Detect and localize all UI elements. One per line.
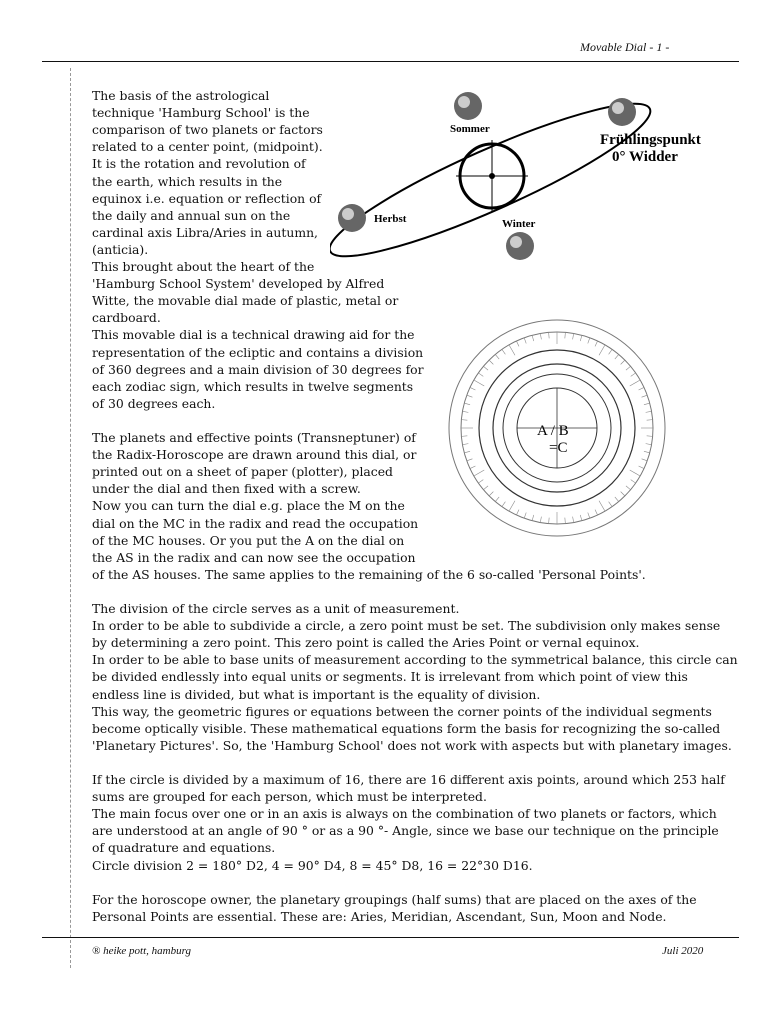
text-line: sums are grouped for each person, which must be interpreted.	[92, 789, 487, 805]
text-line: the daily and annual sun on the	[92, 207, 291, 223]
text-line: dial on the MC in the radix and read the occupation	[92, 515, 419, 531]
earth-orbit-figure	[330, 88, 715, 263]
text-line: comparison of two planets or factors	[92, 122, 323, 138]
text-line: Witte, the movable dial made of plastic, metal or	[92, 293, 399, 309]
text-line: The division of the circle serves as a unit of measurement.	[92, 601, 460, 616]
text-line: 'Hamburg School System' developed by Alfred	[92, 276, 385, 292]
text-line: This movable dial is a technical drawing aid for the	[92, 327, 415, 343]
label-c: =C	[549, 440, 568, 456]
text-line: 'Planetary Pictures'. So, the 'Hamburg School' does not work with aspects but with planetary images.	[92, 737, 732, 753]
footer-rule	[42, 937, 739, 938]
text-line: of the AS houses. The same applies to the remaining of the 6 so-called 'Personal Points'.	[92, 566, 646, 582]
text-line: The planets and effective points (Transneptuner) of	[92, 430, 416, 445]
text-line: printed out on a sheet of paper (plotter), placed	[92, 464, 393, 480]
text-line: representation of the ecliptic and contains a division	[92, 344, 424, 360]
running-header: Movable Dial - 1 -	[580, 40, 670, 54]
text-line: are understood at an angle of 90 ° or as a 90 °- Angle, since we base our technique on the principle	[92, 823, 719, 839]
globe-icon-sommer	[454, 92, 482, 120]
text-line: This brought about the heart of the	[92, 259, 315, 274]
text-line: cardboard.	[92, 310, 161, 326]
label-sommer: Sommer	[450, 123, 490, 135]
text-line: This way, the geometric figures or equations between the corner points of the individual segments	[92, 703, 712, 719]
footer-copyright: ® heike pott, hamburg	[92, 945, 191, 957]
text-line: of quadrature and equations.	[92, 840, 276, 856]
label-fruehlingspunkt: Frühlingspunkt	[600, 132, 701, 148]
text-line: technique 'Hamburg School' is the	[92, 105, 310, 121]
text-line: become optically visible. These mathematical equations form the basis for recognizing the so-called	[92, 720, 721, 736]
text-line: by determining a zero point. This zero point is called the Aries Point or vernal equinox.	[92, 635, 640, 651]
text-line: of the MC houses. Or you put the A on the dial on	[92, 532, 405, 548]
text-line: the AS in the radix and can now see the occupation	[92, 549, 416, 565]
label-widder: 0° Widder	[612, 149, 678, 165]
text-line: Circle division 2 = 180° D2, 4 = 90° D4, 8 = 45° D8, 16 = 22°30 D16.	[92, 857, 533, 873]
text-line: The main focus over one or in an axis is always on the combination of two planets or factors, which	[92, 806, 717, 822]
movable-dial-figure	[415, 318, 700, 538]
text-line: The basis of the astrological	[92, 88, 270, 103]
globe-icon-fruehling	[608, 98, 636, 126]
text-line: (anticia).	[92, 241, 149, 257]
margin-dashed-line	[70, 68, 71, 968]
text-line: each zodiac sign, which results in twelve segments	[92, 378, 414, 394]
text-line: the earth, which results in the	[92, 173, 283, 189]
text-line: related to a center point, (midpoint).	[92, 139, 323, 155]
text-line: under the dial and then fixed with a screw.	[92, 481, 361, 497]
label-herbst: Herbst	[374, 213, 407, 225]
text-line: Now you can turn the dial e.g. place the M on the	[92, 498, 405, 514]
text-line: of 30 degrees each.	[92, 395, 216, 411]
globe-icon-herbst	[338, 204, 366, 232]
text-line: be divided endlessly into equal units or segments. It is irrelevant from which point of view this	[92, 669, 688, 685]
header-rule	[42, 61, 739, 62]
text-line: It is the rotation and revolution of	[92, 156, 306, 172]
text-line: endless line is divided, but what is important is the equality of division.	[92, 686, 541, 702]
label-winter: Winter	[502, 218, 536, 230]
text-line: Personal Points are essential. These are: Aries, Meridian, Ascendant, Sun, Moon and Node.	[92, 908, 667, 924]
footer-date: Juli 2020	[662, 945, 704, 957]
label-ab: A / B	[537, 423, 569, 439]
globe-icon-winter	[506, 232, 534, 260]
text-line: For the horoscope owner, the planetary groupings (half sums) that are placed on the axes of the	[92, 891, 697, 907]
text-line: of 360 degrees and a main division of 30 degrees for	[92, 361, 424, 377]
text-line: the Radix-Horoscope are drawn around this dial, or	[92, 447, 417, 463]
text-line: equinox i.e. equation or reflection of	[92, 190, 322, 206]
text-line: cardinal axis Libra/Aries in autumn,	[92, 224, 318, 240]
text-line: In order to be able to subdivide a circle, a zero point must be set. The subdivision only makes sense	[92, 618, 721, 634]
text-line: If the circle is divided by a maximum of 16, there are 16 different axis points, around which 253 half	[92, 772, 725, 787]
text-line: In order to be able to base units of measurement according to the symmetrical balance, this circle can	[92, 652, 738, 668]
